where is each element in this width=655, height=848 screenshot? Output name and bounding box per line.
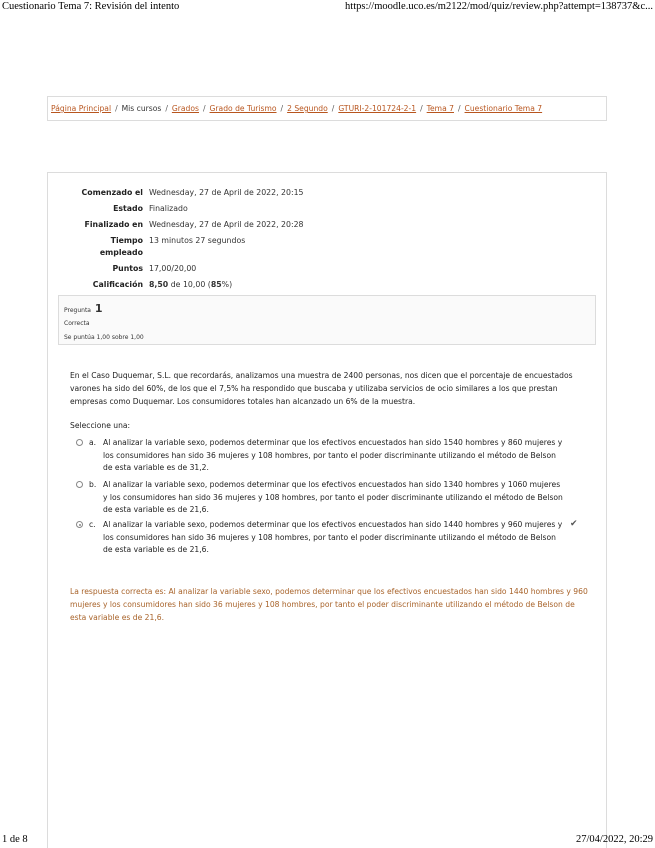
grade-percent: 85 <box>210 280 222 289</box>
breadcrumb-grado-link[interactable]: Grado de Turismo <box>209 104 277 113</box>
time-label <box>48 233 149 261</box>
question-text: En el Caso Duquemar, S.L. que recordarás, analizamos una muestra de 2400 personas, nos dicen que el porcentaje de encuestados varones ha sido del 60%, de los que el 7,5% ha respondido que buscaba y utilizaba servicios de ocio similares a los que prestan empresas como Duquemar. Los consumidores totales han alcanzado un 6% de la muestra. <box>70 371 573 406</box>
marks-label: Puntos <box>112 264 143 273</box>
print-url: https://moodle.uco.es/m2122/mod/quiz/review.php?attempt=138737&c... <box>345 1 653 12</box>
time-label-line2: empleado <box>99 248 143 257</box>
answer-c-letter: c. <box>89 520 96 529</box>
question-number <box>64 302 103 315</box>
grade-end: %) <box>221 280 233 289</box>
breadcrumb-curso-link[interactable]: 2 Segundo <box>287 104 328 113</box>
breadcrumb: Página Principal / Mis cursos / Grados / Grado de Turismo / 2 Segundo / GTURI-2-101724-2-1 / Tema 7 / Cuestionario Tema 7 <box>47 96 607 121</box>
state-label: Estado <box>113 204 143 213</box>
summary-row-marks <box>48 261 304 277</box>
print-datetime: 27/04/2022, 20:29 <box>575 834 653 845</box>
print-header <box>0 0 655 16</box>
breadcrumb-grados-link[interactable]: Grados <box>171 104 199 113</box>
finished-label: Finalizado en <box>84 220 143 229</box>
answer-c-radio[interactable] <box>76 521 83 528</box>
answer-b-text: Al analizar la variable sexo, podemos determinar que los efectivos encuestados han sido 1340 hombres y 1060 mujeres y los consumidores han sido 36 mujeres y 108 hombres, por tanto el poder discriminante utilizando el método de Belson de esta variable es de 21,6. <box>103 480 563 514</box>
marks-value: 17,00/20,00 <box>149 264 197 273</box>
started-label: Comenzado el <box>81 188 143 197</box>
state-value: Finalizado <box>149 204 188 213</box>
time-label-line1: Tiempo <box>110 236 143 245</box>
summary-row-grade <box>48 277 304 293</box>
answer-option-b[interactable] <box>76 479 581 517</box>
finished-value: Wednesday, 27 de April de 2022, 20:28 <box>149 220 304 229</box>
grade-value: 8,50 <box>149 280 169 289</box>
summary-row-finished <box>48 217 304 233</box>
print-title: Cuestionario Tema 7: Revisión del intento <box>2 1 180 12</box>
print-footer <box>0 832 655 848</box>
question-label: Pregunta <box>64 307 91 314</box>
grade-of: de 10,00 ( <box>170 280 211 289</box>
breadcrumb-course-link[interactable]: GTURI-2-101724-2-1 <box>338 104 417 113</box>
correct-answer-feedback: La respuesta correcta es: Al analizar la variable sexo, podemos determinar que los efectivos encuestados han sido 1440 hombres y 960 mujeres y los consumidores han sido 36 mujeres y 108 hombres, por tanto el poder discriminante utilizando el método de Belson de esta variable es de 21,6. <box>70 587 588 622</box>
question-info-box <box>58 295 596 345</box>
question-state: Correcta <box>64 320 90 327</box>
print-page-number: 1 de 8 <box>2 834 28 845</box>
question-grade: Se puntúa 1,00 sobre 1,00 <box>64 334 144 341</box>
breadcrumb-home-link[interactable]: Página Principal <box>51 104 112 113</box>
summary-row-started <box>48 185 304 201</box>
question-number-value: 1 <box>94 302 103 315</box>
answer-a-letter: a. <box>89 438 97 447</box>
attempt-summary-table <box>48 185 304 293</box>
grade-value-cell <box>149 277 304 293</box>
answer-prompt: Seleccione una: <box>70 421 131 430</box>
answer-b-radio[interactable] <box>76 481 83 488</box>
summary-row-state <box>48 201 304 217</box>
answer-b-letter: b. <box>89 480 97 489</box>
time-value: 13 minutos 27 segundos <box>149 236 246 245</box>
answer-option-a[interactable] <box>76 437 581 475</box>
answer-option-c[interactable] <box>76 519 581 557</box>
answer-c-text: Al analizar la variable sexo, podemos determinar que los efectivos encuestados han sido 1440 hombres y 960 mujeres y los consumidores han sido 36 mujeres y 108 hombres, por tanto el poder discriminante utilizando el método de Belson de esta variable es de 21,6. <box>103 520 563 554</box>
breadcrumb-tema-link[interactable]: Tema 7 <box>426 104 454 113</box>
breadcrumb-quiz-link[interactable]: Cuestionario Tema 7 <box>464 104 543 113</box>
answer-a-text: Al analizar la variable sexo, podemos determinar que los efectivos encuestados han sido 1540 hombres y 860 mujeres y los consumidores han sido 36 mujeres y 108 hombres, por tanto el poder discriminante utilizando el método de Belson de esta variable es de 31,2. <box>103 438 563 472</box>
quiz-review-card <box>47 172 607 848</box>
summary-row-time <box>48 233 304 261</box>
grade-label: Calificación <box>92 280 143 289</box>
answer-a-radio[interactable] <box>76 439 83 446</box>
started-value: Wednesday, 27 de April de 2022, 20:15 <box>149 188 304 197</box>
check-icon: ✔ <box>570 519 578 529</box>
breadcrumb-my-courses: Mis cursos <box>121 104 162 113</box>
